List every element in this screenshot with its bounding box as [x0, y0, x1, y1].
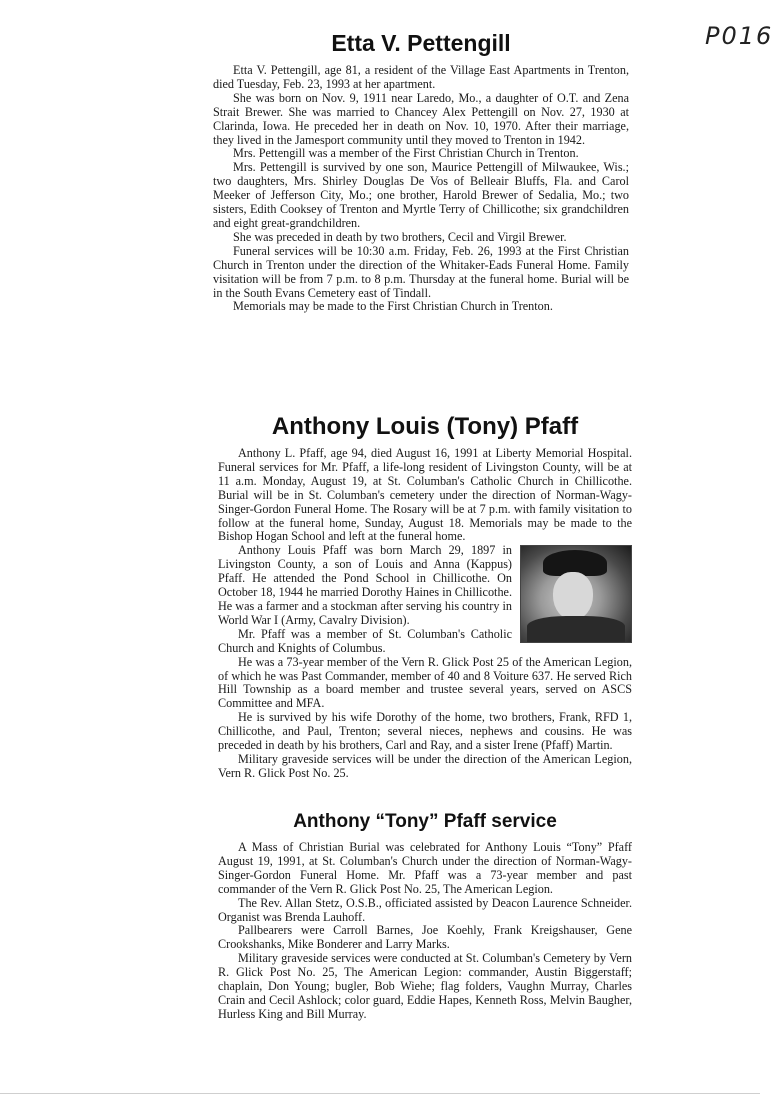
obituary-paragraph: She was preceded in death by two brothers, Cecil and Virgil Brewer.: [233, 229, 567, 244]
portrait-photo: [520, 545, 632, 643]
service-paragraph: Military graveside services were conducted at St. Columban's Cemetery by Vern R. Glick Post No. 25, The American Legion: commander, Austin Biggerstaff; chaplain, Don Young; bugler, Bob Wiehe; flag folders, Vaughn Murray, Charles Crain and Cecil Ashlock; color guard, Eddie Hapes, Kenneth Ross, Melvin Baugher, Hurless King and Bill Murray.: [218, 951, 632, 1021]
handwritten-page-mark: P016: [705, 22, 773, 50]
obituary-title: Etta V. Pettengill: [331, 30, 511, 56]
obituary-paragraph: He was a 73-year member of the Vern R. Glick Post 25 of the American Legion, of which he was Past Commander, member of 40 and 8 Voiture 637. He served Rich Hill Township as a board member and trustee several years, served on ASCS Committee and MFA.: [218, 654, 632, 711]
obituary-paragraph: She was born on Nov. 9, 1911 near Laredo, Mo., a daughter of O.T. and Zena Strait Brewer. She was married to Chancey Alex Pettengill on Nov. 27, 1930 at Clarinda, Iowa. He preceded her in death on Nov. 10, 1970. After their marriage, they lived in the Jamesport community until they moved to Trenton in 1942.: [213, 90, 629, 147]
service-paragraph: The Rev. Allan Stetz, O.S.B., officiated assisted by Deacon Laurence Schneider. Organist was Brenda Lauhoff.: [218, 895, 632, 924]
obituary-title: Anthony Louis (Tony) Pfaff: [271, 413, 579, 440]
obituary-paragraph: Military graveside services will be under the direction of the American Legion, Vern R. Glick Post No. 25.: [218, 751, 632, 780]
obituary-paragraph: Mr. Pfaff was a member of St. Columban's Catholic Church and Knights of Columbus.: [218, 626, 512, 655]
obituary-anthony-pfaff: [218, 413, 632, 781]
obituary-paragraph: Memorials may be made to the First Christian Church in Trenton.: [233, 299, 553, 314]
obituary-paragraph: Anthony Louis Pfaff was born March 29, 1897 in Livingston County, a son of Louis and Anna (Kappus) Pfaff. He attended the Pond School in Chillicothe. On October 18, 1944 he married Dorothy Haines in Chillicothe. He was a farmer and a stockman after serving his country in World War I (Army, Cavalry Division).: [218, 543, 512, 627]
portrait-coat: [527, 616, 625, 642]
obituary-paragraph: Mrs. Pettengill was a member of the First Christian Church in Trenton.: [233, 146, 579, 161]
obituary-etta-pettengill: [213, 30, 629, 314]
obituary-paragraph: He is survived by his wife Dorothy of the home, two brothers, Frank, RFD 1, Chillicothe, and Paul, Trenton; several nieces, nephews and cousins. He was preceded in death by his brothers, Carl and Ray, and a sister Irene (Pfaff) Martin.: [218, 710, 632, 753]
obituary-paragraph: Funeral services will be 10:30 a.m. Friday, Feb. 26, 1993 at the First Christian Church in Trenton under the direction of the Whitaker-Eads Funeral Home. Family visitation will be from 7 p.m. to 8 p.m. Thursday at the funeral home. Burial will be in the South Evans Cemetery east of Tindall.: [213, 243, 629, 300]
service-notice-anthony-pfaff: [218, 811, 632, 1022]
service-paragraph: A Mass of Christian Burial was celebrated for Anthony Louis “Tony” Pfaff August 19, 1991, at St. Columban's Church under the direction of Norman-Wagy-Singer-Gordon Funeral Home. Mr. Pfaff was a 73-year member and past commander of the Vern R. Glick Post No. 25, The American Legion.: [218, 840, 632, 896]
service-title: Anthony “Tony” Pfaff service: [293, 811, 557, 832]
obituary-paragraph: Etta V. Pettengill, age 81, a resident of the Village East Apartments in Trenton, died Tuesday, Feb. 23, 1993 at her apartment.: [213, 63, 629, 91]
bottom-divider: [0, 1093, 760, 1094]
obituary-paragraph: Anthony L. Pfaff, age 94, died August 16, 1991 at Liberty Memorial Hospital. Funeral services for Mr. Pfaff, a life-long resident of Livingston County, will be at 11 a.m. Monday, August 19, at St. Columban's Catholic Church in Chillicothe. Burial will be in St. Columban's cemetery under the direction of Norman-Wagy-Singer-Gordon Funeral Home. The Rosary will be at 7 p.m. with family visitation to follow at the funeral home, Sunday, August 18. Memorials may be made to the Bishop Hogan School and left at the funeral home.: [218, 446, 632, 544]
obituary-paragraph: Mrs. Pettengill is survived by one son, Maurice Pettengill of Milwaukee, Wis.; two daughters, Mrs. Shirley Douglas De Vos of Belleair Bluffs, Fla. and Carol Meeker of Jefferson City, Mo.; one brother, Harold Brewer of Sedalia, Mo.; two sisters, Edith Cooksey of Trenton and Myrtle Terry of Chillicothe; six grandchildren and eight great-grandchildren.: [213, 160, 629, 230]
portrait-face: [553, 572, 593, 620]
service-paragraph: Pallbearers were Carroll Barnes, Joe Koehly, Frank Kreigshauser, Gene Crookshanks, Mike Bonderer and Larry Marks.: [218, 923, 632, 952]
